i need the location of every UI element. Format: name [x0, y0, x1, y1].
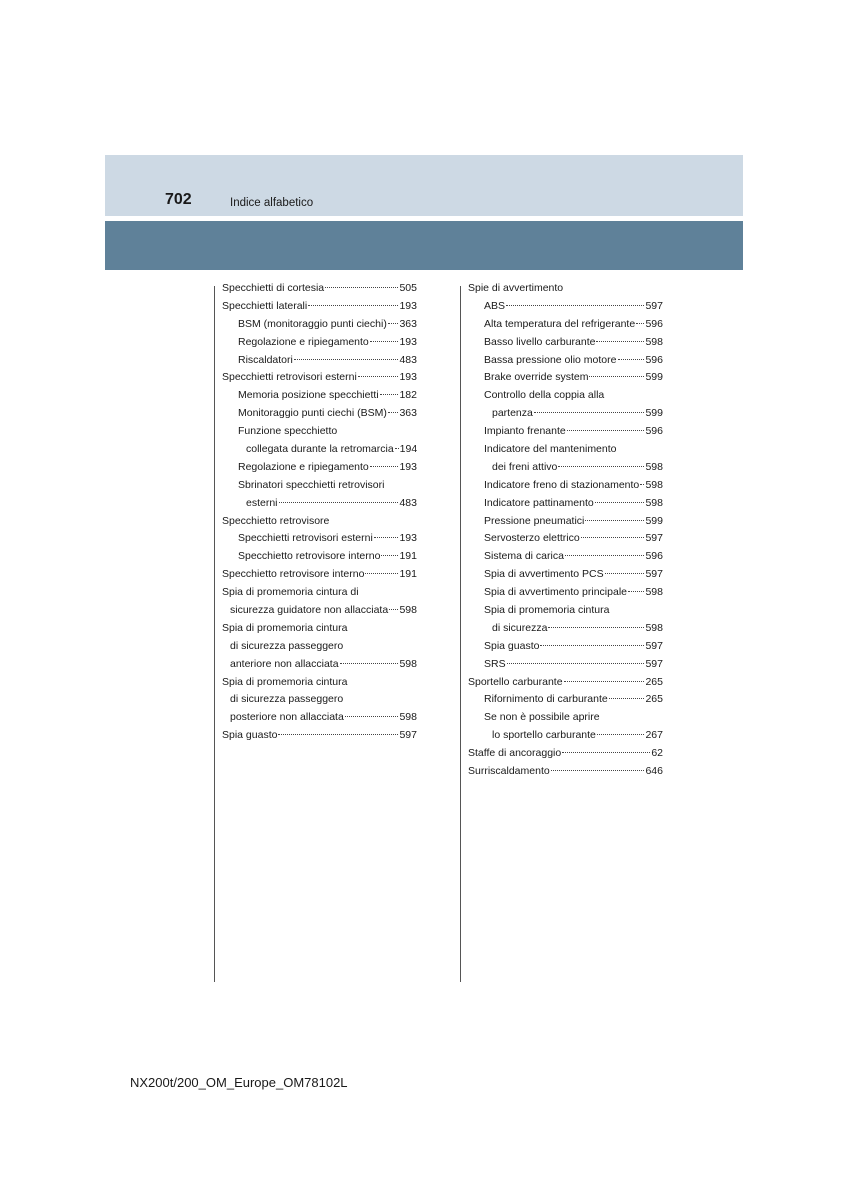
index-entry-page: 598 [645, 586, 663, 599]
index-entry-text: SRS [484, 657, 506, 670]
index-entry [222, 638, 417, 656]
index-entry [468, 530, 663, 548]
index-entry-text: Rifornimento di carburante [484, 693, 608, 706]
index-entry [222, 584, 417, 602]
index-entry-text: posteriore non allacciata [230, 711, 344, 724]
index-entry-text: Spie di avvertimento [468, 282, 564, 294]
index-entry-text: Brake override system [484, 371, 589, 384]
index-entry-text: Memoria posizione specchietti [238, 389, 379, 402]
dot-leader [562, 752, 650, 753]
index-entry-text: Servosterzo elettrico [484, 532, 580, 545]
index-entry [468, 584, 663, 602]
index-entry [222, 513, 417, 531]
dot-leader [618, 359, 645, 360]
index-entry [468, 709, 663, 727]
index-entry-text: Regolazione e ripiegamento [238, 335, 369, 348]
dot-leader [507, 663, 645, 664]
index-column-left [222, 280, 417, 745]
dot-leader [294, 359, 399, 360]
index-entry-page: 182 [399, 389, 417, 402]
index-entry [222, 316, 417, 334]
index-entry-text: Alta temperatura del refrigerante [484, 317, 636, 330]
index-entry-text: Regolazione e ripiegamento [238, 460, 369, 473]
index-entry [222, 441, 417, 459]
index-entry-text: di sicurezza passeggero [230, 693, 344, 706]
index-entry-page: 597 [645, 657, 663, 670]
index-entry-text: Basso livello carburante [484, 335, 596, 348]
index-entry-page: 597 [645, 568, 663, 581]
index-entry [222, 602, 417, 620]
index-entry [468, 352, 663, 370]
dot-leader [548, 627, 644, 628]
index-entry-text: Spia guasto [484, 639, 540, 652]
index-entry-text: Sistema di carica [484, 550, 564, 563]
dot-leader [596, 341, 644, 342]
index-entry [222, 405, 417, 423]
dot-leader [565, 555, 645, 556]
dot-leader [388, 412, 399, 413]
index-entry [468, 763, 663, 781]
dot-leader [506, 305, 644, 306]
header-band-light [105, 155, 743, 216]
dot-leader [308, 305, 398, 306]
index-entry-text: Monitoraggio punti ciechi (BSM) [238, 407, 387, 420]
dot-leader [581, 537, 645, 538]
index-entry-text: Indicatore pattinamento [484, 496, 594, 509]
index-entry-page: 598 [645, 460, 663, 473]
index-entry-text: di sicurezza passeggero [230, 639, 344, 652]
index-entry-page: 483 [399, 353, 417, 366]
index-entry-text: Spia guasto [222, 729, 278, 742]
dot-leader [388, 323, 399, 324]
index-entry [468, 548, 663, 566]
index-entry-text: Specchietto retrovisore interno [238, 550, 381, 563]
index-entry-text: lo sportello carburante [492, 729, 596, 742]
index-entry [222, 691, 417, 709]
index-entry-page: 598 [399, 604, 417, 617]
index-entry-text: partenza [492, 407, 533, 420]
index-entry [222, 727, 417, 745]
index-entry-page: 596 [645, 425, 663, 438]
footer-doc-code: NX200t/200_OM_Europe_OM78102L [130, 1075, 348, 1090]
dot-leader [278, 734, 398, 735]
index-entry-page: 596 [645, 353, 663, 366]
index-entry [222, 369, 417, 387]
dot-leader [628, 591, 644, 592]
index-entry [468, 691, 663, 709]
index-entry [222, 674, 417, 692]
index-entry-text: Spia di avvertimento PCS [484, 568, 604, 581]
index-entry-text: esterni [246, 496, 278, 509]
index-entry [468, 298, 663, 316]
index-entry-text: Funzione specchietto [238, 425, 338, 438]
index-entry-page: 596 [645, 317, 663, 330]
index-entry [468, 602, 663, 620]
index-entry-text: Specchietti di cortesia [222, 282, 325, 294]
index-entry-text: Surriscaldamento [468, 765, 550, 778]
index-entry-page: 191 [399, 550, 417, 563]
index-entry [222, 387, 417, 405]
index-entry-text: Indicatore del mantenimento [484, 443, 617, 456]
dot-leader [325, 287, 398, 288]
index-entry-text: Specchietti retrovisori esterni [222, 371, 357, 384]
dot-leader [567, 430, 645, 431]
dot-leader [365, 573, 398, 574]
index-entry [468, 387, 663, 405]
index-entry [222, 620, 417, 638]
index-entry [468, 316, 663, 334]
dot-leader [551, 770, 645, 771]
index-entry-text: Riscaldatori [238, 353, 293, 366]
index-entry [222, 709, 417, 727]
index-entry-page: 193 [399, 532, 417, 545]
index-entry [468, 656, 663, 674]
index-entry [468, 495, 663, 513]
page-number: 702 [165, 191, 192, 208]
index-entry-page: 265 [645, 693, 663, 706]
index-entry-page: 596 [645, 550, 663, 563]
index-entry-page: 265 [645, 675, 663, 688]
index-entry [222, 334, 417, 352]
index-entry-page: 597 [399, 729, 417, 742]
dot-leader [534, 412, 645, 413]
index-entry-text: Spia di avvertimento principale [484, 586, 627, 599]
index-entry-text: di sicurezza [492, 621, 548, 634]
dot-leader [345, 716, 399, 717]
index-entry [222, 280, 417, 298]
index-entry-page: 646 [645, 765, 663, 778]
index-entry [468, 369, 663, 387]
index-entry [222, 656, 417, 674]
dot-leader [340, 663, 399, 664]
index-entry [468, 513, 663, 531]
index-entry [468, 727, 663, 745]
dot-leader [370, 341, 399, 342]
right-column-rule [460, 286, 461, 982]
dot-leader [636, 323, 644, 324]
index-entry [222, 548, 417, 566]
index-entry-page: 598 [399, 711, 417, 724]
index-entry [222, 566, 417, 584]
index-entry-page: 191 [399, 568, 417, 581]
index-entry [222, 477, 417, 495]
dot-leader [597, 734, 645, 735]
index-entry-text: Sportello carburante [468, 675, 563, 688]
section-title: Indice alfabetico [230, 197, 314, 209]
index-entry [468, 745, 663, 763]
index-entry-text: Specchietti laterali [222, 299, 308, 312]
index-entry-page: 505 [399, 282, 417, 294]
dot-leader [540, 645, 644, 646]
index-entry-text: Spia di promemoria cintura [222, 621, 348, 634]
index-entry [222, 459, 417, 477]
index-entry [468, 334, 663, 352]
dot-leader [380, 394, 399, 395]
index-entry-page: 363 [399, 407, 417, 420]
dot-leader [605, 573, 645, 574]
index-entry-text: Spia di promemoria cintura di [222, 586, 359, 599]
dot-leader [389, 609, 398, 610]
index-entry-text: Spia di promemoria cintura [222, 675, 348, 688]
index-entry [222, 530, 417, 548]
index-entry [468, 566, 663, 584]
index-entry-page: 598 [645, 478, 663, 491]
index-entry-page: 193 [399, 299, 417, 312]
index-entry [468, 674, 663, 692]
index-entry-text: dei freni attivo [492, 460, 558, 473]
index-entry [468, 620, 663, 638]
index-entry [468, 638, 663, 656]
index-entry-text: Bassa pressione olio motore [484, 353, 617, 366]
dot-leader [558, 466, 644, 467]
index-entry [468, 477, 663, 495]
index-entry-text: Specchietto retrovisore interno [222, 568, 365, 581]
index-entry-text: Spia di promemoria cintura [484, 604, 610, 617]
index-entry-text: Specchietto retrovisore [222, 514, 330, 527]
index-entry [468, 459, 663, 477]
index-entry-page: 193 [399, 371, 417, 384]
index-entry-page: 194 [399, 443, 418, 456]
index-entry [468, 423, 663, 441]
index-entry-page: 597 [645, 299, 663, 312]
index-entry-text: Indicatore freno di stazionamento [484, 478, 640, 491]
index-entry [222, 352, 417, 370]
index-entry-page: 483 [399, 496, 417, 509]
index-entry-page: 598 [645, 496, 663, 509]
index-entry [468, 280, 663, 298]
index-entry-page: 62 [651, 747, 663, 760]
index-entry-text: anteriore non allacciata [230, 657, 339, 670]
dot-leader [640, 484, 644, 485]
index-entry-page: 597 [645, 532, 663, 545]
header-band-dark [105, 221, 743, 270]
dot-leader [589, 376, 644, 377]
index-entry [222, 495, 417, 513]
dot-leader [381, 555, 398, 556]
dot-leader [395, 448, 399, 449]
index-entry-page: 598 [645, 335, 663, 348]
index-entry-text: BSM (monitoraggio punti ciechi) [238, 317, 387, 330]
index-entry-page: 267 [645, 729, 663, 742]
index-entry-page: 599 [645, 407, 663, 420]
index-entry-text: Sbrinatori specchietti retrovisori [238, 478, 385, 491]
index-entry-text: sicurezza guidatore non allacciata [230, 604, 389, 617]
index-entry-text: Controllo della coppia alla [484, 389, 605, 402]
dot-leader [564, 681, 645, 682]
dot-leader [585, 520, 644, 521]
index-entry [222, 298, 417, 316]
index-entry-text: collegata durante la retromarcia [246, 443, 394, 456]
dot-leader [358, 376, 399, 377]
index-entry-page: 363 [399, 317, 417, 330]
dot-leader [279, 502, 399, 503]
index-entry-text: Se non è possibile aprire [484, 711, 600, 724]
index-entry-page: 599 [645, 514, 663, 527]
index-entry-text: ABS [484, 299, 506, 312]
index-entry-page: 193 [399, 335, 417, 348]
index-entry-text: Impianto frenante [484, 425, 566, 438]
index-entry [222, 423, 417, 441]
index-entry [468, 405, 663, 423]
dot-leader [370, 466, 399, 467]
index-entry-text: Staffe di ancoraggio [468, 747, 562, 760]
index-entry-page: 193 [399, 460, 417, 473]
index-entry-page: 598 [645, 621, 663, 634]
index-entry-page: 598 [399, 657, 417, 670]
index-column-right [468, 280, 663, 781]
dot-leader [595, 502, 645, 503]
index-entry-text: Specchietti retrovisori esterni [238, 532, 373, 545]
index-entry-text: Pressione pneumatici [484, 514, 585, 527]
index-entry [468, 441, 663, 459]
left-column-rule [214, 286, 215, 982]
index-entry-page: 597 [645, 639, 663, 652]
dot-leader [609, 698, 645, 699]
index-entry-page: 599 [645, 371, 663, 384]
dot-leader [374, 537, 399, 538]
